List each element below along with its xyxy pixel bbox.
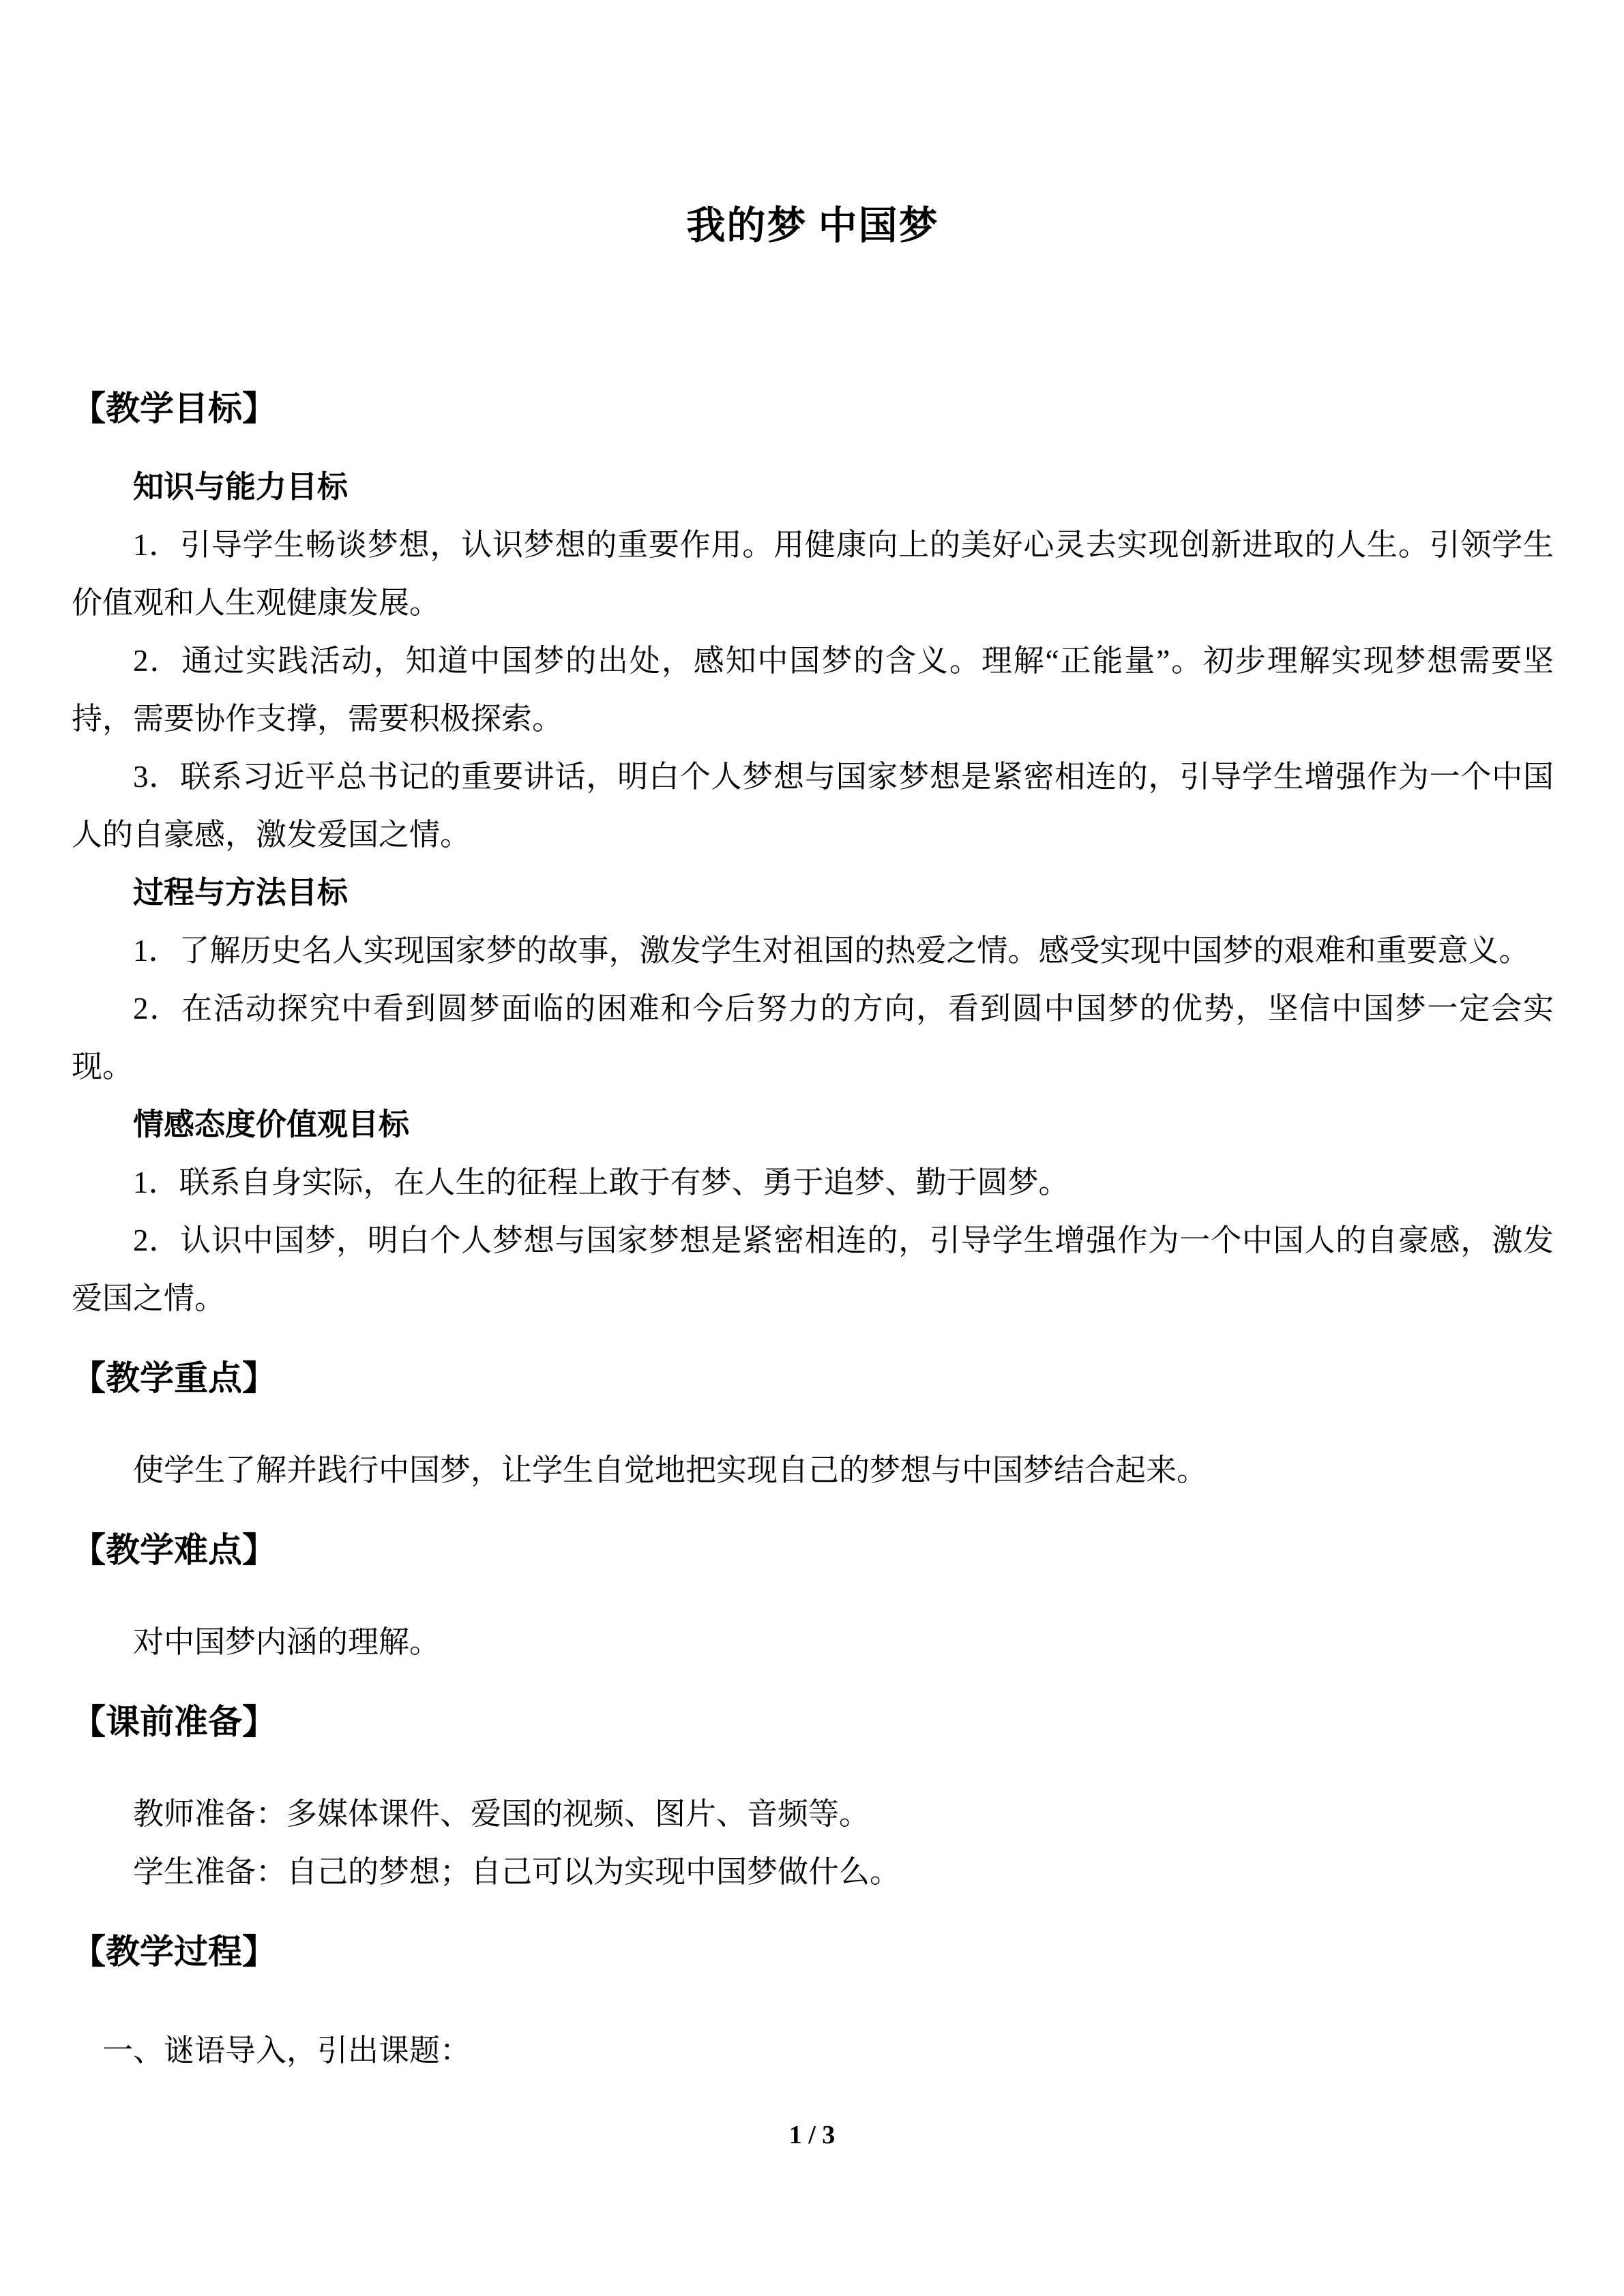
section-heading-objectives: 【教学目标】 [72,389,276,428]
preparation-teacher-line: 教师准备：多媒体课件、爱国的视频、图片、音频等。 [133,1797,870,1832]
key-point-paragraph: 使学生了解并践行中国梦，让学生自觉地把实现自己的梦想与中国梦结合起来。 [133,1453,1208,1488]
knowledge-item-3: 3．联系习近平总书记的重要讲话，明白个人梦想与国家梦想是紧密相连的，引导学生增强作为一个中国人的自豪感，激发爱国之情。 [72,760,1554,852]
preparation-student-line: 学生准备：自己的梦想；自己可以为实现中国梦做什么。 [133,1855,901,1890]
emotion-item-1: 1．联系自身实际，在人生的征程上敢于有梦、勇于追梦、勤于圆梦。 [133,1165,1069,1200]
section-heading-procedure: 【教学过程】 [72,1933,276,1971]
section-heading-key-point: 【教学重点】 [72,1359,276,1398]
difficulty-body [72,1613,1554,1671]
process-item-1: 1．了解历史名人实现国家梦的故事，激发学生对祖国的热爱之情。感受实现中国梦的艰难和重要意义。 [133,934,1530,968]
procedure-step-1: 一、谜语导入，引出课题： [102,2033,471,2068]
emotion-item-2: 2．认识中国梦，明白个人梦想与国家梦想是紧密相连的，引导学生增强作为一个中国人的自豪感，激发爱国之情。 [72,1223,1554,1316]
page-number-footer: 1 / 3 [788,2121,836,2150]
difficulty-paragraph: 对中国梦内涵的理解。 [133,1625,441,1660]
procedure-body [72,2022,1554,2080]
knowledge-item-1: 1．引导学生畅谈梦想，认识梦想的重要作用。用健康向上的美好心灵去实现创新进取的人生。引领学生价值观和人生观健康发展。 [72,528,1554,621]
preparation-body [72,1785,1554,1901]
key-point-body [72,1442,1554,1500]
section-heading-preparation: 【课前准备】 [72,1703,276,1742]
section-heading-difficulty: 【教学难点】 [72,1531,276,1570]
subheading-process-method: 过程与方法目标 [133,876,349,910]
subheading-knowledge-ability: 知识与能力目标 [133,470,349,505]
knowledge-item-2: 2．通过实践活动，知道中国梦的出处，感知中国梦的含义。理解“正能量”。初步理解实现梦想需要坚持，需要协作支撑，需要积极探索。 [72,644,1554,736]
page-title: 我的梦 中国梦 [686,205,939,248]
objectives-body [72,458,1554,1328]
subheading-emotion-values: 情感态度价值观目标 [133,1107,410,1142]
process-item-2: 2．在活动探究中看到圆梦面临的困难和今后努力的方向，看到圆中国梦的优势，坚信中国梦一定会实现。 [72,992,1554,1084]
